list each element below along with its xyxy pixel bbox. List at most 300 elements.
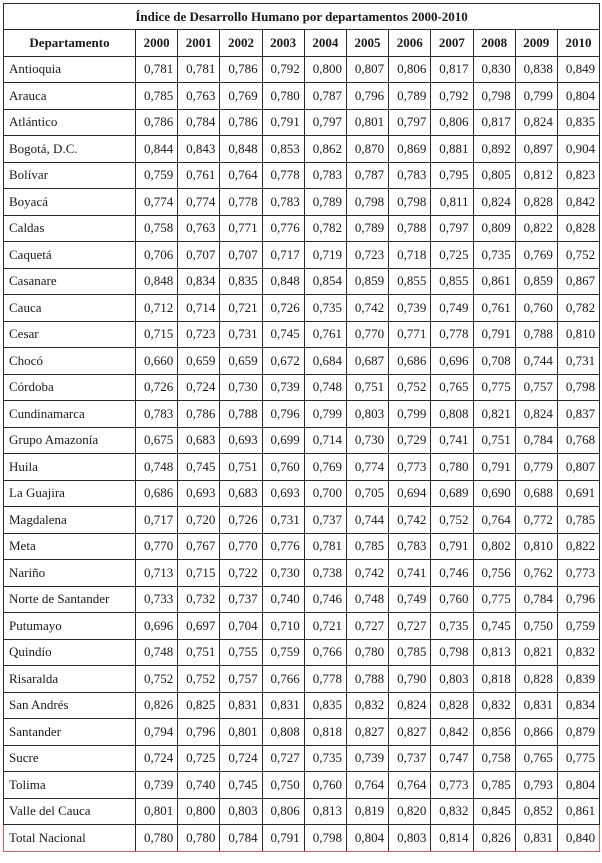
idh-value-cell: 0,761	[304, 321, 346, 348]
idh-value-cell: 0,791	[473, 454, 515, 481]
idh-value-cell: 0,700	[304, 480, 346, 507]
idh-value-cell: 0,723	[346, 242, 388, 269]
table-row	[4, 480, 600, 507]
idh-value-cell: 0,719	[304, 242, 346, 269]
idh-value-cell: 0,892	[473, 136, 515, 163]
table-row	[4, 719, 600, 746]
idh-value-cell: 0,764	[220, 162, 262, 189]
idh-value-cell: 0,856	[473, 719, 515, 746]
idh-value-cell: 0,735	[473, 242, 515, 269]
idh-value-cell: 0,862	[304, 136, 346, 163]
idh-value-cell: 0,727	[262, 745, 304, 772]
department-name: Boyacá	[4, 189, 136, 216]
idh-value-cell: 0,739	[346, 745, 388, 772]
idh-value-cell: 0,799	[304, 401, 346, 428]
idh-value-cell: 0,904	[557, 136, 599, 163]
idh-value-cell: 0,843	[178, 136, 220, 163]
table-row	[4, 374, 600, 401]
idh-value-cell: 0,817	[473, 109, 515, 136]
idh-value-cell: 0,683	[220, 480, 262, 507]
idh-value-cell: 0,852	[515, 798, 557, 825]
idh-value-cell: 0,783	[389, 533, 431, 560]
idh-value-cell: 0,738	[304, 560, 346, 587]
idh-value-cell: 0,755	[220, 639, 262, 666]
table-row	[4, 613, 600, 640]
idh-value-cell: 0,757	[515, 374, 557, 401]
idh-value-cell: 0,725	[178, 745, 220, 772]
department-name: Huila	[4, 454, 136, 481]
idh-value-cell: 0,766	[304, 639, 346, 666]
idh-value-cell: 0,737	[220, 586, 262, 613]
idh-value-cell: 0,784	[515, 586, 557, 613]
idh-value-cell: 0,761	[473, 295, 515, 322]
table-row	[4, 401, 600, 428]
idh-value-cell: 0,683	[178, 427, 220, 454]
idh-value-cell: 0,795	[431, 162, 473, 189]
idh-value-cell: 0,835	[557, 109, 599, 136]
idh-value-cell: 0,810	[557, 321, 599, 348]
department-name: Putumayo	[4, 613, 136, 640]
department-name: Grupo Amazonía	[4, 427, 136, 454]
idh-value-cell: 0,827	[389, 719, 431, 746]
idh-value-cell: 0,761	[178, 162, 220, 189]
idh-value-cell: 0,768	[557, 427, 599, 454]
idh-value-cell: 0,773	[431, 772, 473, 799]
table-body	[4, 56, 600, 851]
idh-value-cell: 0,792	[262, 56, 304, 83]
idh-value-cell: 0,822	[515, 215, 557, 242]
idh-value-cell: 0,849	[557, 56, 599, 83]
idh-value-cell: 0,786	[178, 401, 220, 428]
idh-value-cell: 0,732	[178, 586, 220, 613]
idh-value-cell: 0,792	[431, 83, 473, 110]
total-row	[4, 825, 600, 852]
idh-value-cell: 0,834	[557, 692, 599, 719]
idh-value-cell: 0,780	[178, 825, 220, 852]
idh-value-cell: 0,751	[220, 454, 262, 481]
idh-value-cell: 0,713	[136, 560, 178, 587]
idh-value-cell: 0,832	[557, 639, 599, 666]
idh-value-cell: 0,778	[431, 321, 473, 348]
table-row	[4, 162, 600, 189]
idh-value-cell: 0,775	[557, 745, 599, 772]
idh-value-cell: 0,783	[304, 162, 346, 189]
idh-value-cell: 0,835	[304, 692, 346, 719]
column-header-year: 2002	[220, 30, 262, 57]
idh-value-cell: 0,788	[220, 401, 262, 428]
table-row	[4, 639, 600, 666]
idh-value-cell: 0,869	[389, 136, 431, 163]
department-name: Chocó	[4, 348, 136, 375]
idh-value-cell: 0,749	[389, 586, 431, 613]
idh-value-cell: 0,724	[178, 374, 220, 401]
idh-value-cell: 0,807	[346, 56, 388, 83]
header-row	[4, 30, 600, 57]
idh-value-cell: 0,821	[515, 639, 557, 666]
department-name: San Andrés	[4, 692, 136, 719]
idh-value-cell: 0,828	[515, 666, 557, 693]
idh-value-cell: 0,750	[262, 772, 304, 799]
idh-value-cell: 0,766	[262, 666, 304, 693]
idh-value-cell: 0,689	[431, 480, 473, 507]
idh-value-cell: 0,742	[389, 507, 431, 534]
idh-value-cell: 0,730	[220, 374, 262, 401]
idh-value-cell: 0,803	[346, 401, 388, 428]
column-header-year: 2010	[557, 30, 599, 57]
idh-value-cell: 0,809	[473, 215, 515, 242]
table-row	[4, 692, 600, 719]
idh-value-cell: 0,764	[389, 772, 431, 799]
idh-value-cell: 0,760	[431, 586, 473, 613]
idh-value-cell: 0,745	[220, 772, 262, 799]
idh-value-cell: 0,752	[136, 666, 178, 693]
idh-value-cell: 0,839	[557, 666, 599, 693]
idh-value-cell: 0,845	[473, 798, 515, 825]
department-name: Antioquia	[4, 56, 136, 83]
table-row	[4, 295, 600, 322]
idh-value-cell: 0,748	[136, 639, 178, 666]
idh-value-cell: 0,828	[431, 692, 473, 719]
idh-value-cell: 0,801	[346, 109, 388, 136]
idh-value-cell: 0,806	[431, 109, 473, 136]
idh-value-cell: 0,741	[431, 427, 473, 454]
department-name: Tolima	[4, 772, 136, 799]
idh-value-cell: 0,842	[431, 719, 473, 746]
idh-value-cell: 0,793	[515, 772, 557, 799]
idh-value-cell: 0,710	[262, 613, 304, 640]
idh-value-cell: 0,764	[346, 772, 388, 799]
idh-value-cell: 0,786	[220, 56, 262, 83]
idh-value-cell: 0,859	[515, 268, 557, 295]
idh-value-cell: 0,787	[304, 83, 346, 110]
idh-value-cell: 0,791	[262, 825, 304, 852]
idh-table	[3, 3, 600, 852]
column-header-year: 2004	[304, 30, 346, 57]
idh-value-cell: 0,688	[515, 480, 557, 507]
idh-value-cell: 0,659	[178, 348, 220, 375]
column-header-year: 2001	[178, 30, 220, 57]
idh-value-cell: 0,832	[346, 692, 388, 719]
idh-value-cell: 0,832	[473, 692, 515, 719]
idh-value-cell: 0,798	[304, 825, 346, 852]
idh-value-cell: 0,831	[220, 692, 262, 719]
idh-value-cell: 0,861	[557, 798, 599, 825]
idh-value-cell: 0,731	[220, 321, 262, 348]
idh-value-cell: 0,731	[262, 507, 304, 534]
idh-value-cell: 0,760	[515, 295, 557, 322]
idh-value-cell: 0,824	[389, 692, 431, 719]
idh-value-cell: 0,804	[557, 772, 599, 799]
idh-value-cell: 0,708	[473, 348, 515, 375]
idh-value-cell: 0,781	[304, 533, 346, 560]
idh-value-cell: 0,745	[473, 613, 515, 640]
idh-value-cell: 0,818	[304, 719, 346, 746]
idh-value-cell: 0,684	[304, 348, 346, 375]
idh-value-cell: 0,822	[557, 533, 599, 560]
column-header-departamento: Departamento	[4, 30, 136, 57]
idh-value-cell: 0,752	[557, 242, 599, 269]
idh-value-cell: 0,808	[262, 719, 304, 746]
idh-value-cell: 0,805	[473, 162, 515, 189]
idh-value-cell: 0,789	[304, 189, 346, 216]
idh-value-cell: 0,778	[262, 162, 304, 189]
idh-value-cell: 0,788	[346, 666, 388, 693]
department-name: Córdoba	[4, 374, 136, 401]
department-name: Meta	[4, 533, 136, 560]
column-header-year: 2009	[515, 30, 557, 57]
idh-value-cell: 0,659	[220, 348, 262, 375]
idh-value-cell: 0,690	[473, 480, 515, 507]
idh-value-cell: 0,823	[557, 162, 599, 189]
department-name: Sucre	[4, 745, 136, 772]
idh-value-cell: 0,784	[220, 825, 262, 852]
idh-value-cell: 0,808	[431, 401, 473, 428]
idh-value-cell: 0,784	[515, 427, 557, 454]
idh-value-cell: 0,769	[304, 454, 346, 481]
idh-value-cell: 0,731	[557, 348, 599, 375]
idh-value-cell: 0,806	[389, 56, 431, 83]
department-name: Norte de Santander	[4, 586, 136, 613]
idh-value-cell: 0,818	[473, 666, 515, 693]
idh-value-cell: 0,770	[220, 533, 262, 560]
department-name: Valle del Cauca	[4, 798, 136, 825]
idh-value-cell: 0,718	[389, 242, 431, 269]
idh-value-cell: 0,848	[262, 268, 304, 295]
idh-value-cell: 0,831	[515, 825, 557, 852]
idh-value-cell: 0,721	[304, 613, 346, 640]
idh-value-cell: 0,798	[473, 83, 515, 110]
idh-value-cell: 0,844	[136, 136, 178, 163]
table-row	[4, 586, 600, 613]
idh-value-cell: 0,752	[431, 507, 473, 534]
idh-value-cell: 0,672	[262, 348, 304, 375]
idh-value-cell: 0,737	[389, 745, 431, 772]
idh-value-cell: 0,785	[136, 83, 178, 110]
idh-value-cell: 0,696	[431, 348, 473, 375]
idh-value-cell: 0,830	[473, 56, 515, 83]
idh-value-cell: 0,790	[389, 666, 431, 693]
idh-value-cell: 0,727	[346, 613, 388, 640]
idh-value-cell: 0,750	[515, 613, 557, 640]
column-header-year: 2006	[389, 30, 431, 57]
idh-value-cell: 0,789	[346, 215, 388, 242]
idh-value-cell: 0,806	[262, 798, 304, 825]
department-name: Magdalena	[4, 507, 136, 534]
idh-value-cell: 0,800	[304, 56, 346, 83]
idh-value-cell: 0,840	[557, 825, 599, 852]
department-name: Nariño	[4, 560, 136, 587]
idh-value-cell: 0,791	[431, 533, 473, 560]
idh-value-cell: 0,741	[389, 560, 431, 587]
idh-value-cell: 0,726	[136, 374, 178, 401]
idh-value-cell: 0,779	[515, 454, 557, 481]
idh-value-cell: 0,775	[473, 374, 515, 401]
idh-value-cell: 0,819	[346, 798, 388, 825]
idh-value-cell: 0,807	[557, 454, 599, 481]
idh-value-cell: 0,687	[346, 348, 388, 375]
idh-value-cell: 0,769	[220, 83, 262, 110]
idh-value-cell: 0,788	[389, 215, 431, 242]
idh-value-cell: 0,723	[178, 321, 220, 348]
idh-value-cell: 0,739	[136, 772, 178, 799]
department-name: Arauca	[4, 83, 136, 110]
idh-value-cell: 0,826	[473, 825, 515, 852]
idh-value-cell: 0,785	[557, 507, 599, 534]
idh-value-cell: 0,881	[431, 136, 473, 163]
idh-value-cell: 0,773	[557, 560, 599, 587]
idh-value-cell: 0,744	[346, 507, 388, 534]
idh-value-cell: 0,778	[304, 666, 346, 693]
idh-value-cell: 0,821	[473, 401, 515, 428]
idh-value-cell: 0,813	[473, 639, 515, 666]
idh-value-cell: 0,712	[136, 295, 178, 322]
idh-value-cell: 0,798	[557, 374, 599, 401]
table-row	[4, 136, 600, 163]
idh-value-cell: 0,771	[389, 321, 431, 348]
idh-value-cell: 0,801	[136, 798, 178, 825]
idh-value-cell: 0,798	[346, 189, 388, 216]
idh-value-cell: 0,742	[346, 560, 388, 587]
idh-value-cell: 0,739	[262, 374, 304, 401]
table-row	[4, 560, 600, 587]
idh-value-cell: 0,751	[473, 427, 515, 454]
idh-value-cell: 0,820	[389, 798, 431, 825]
idh-value-cell: 0,748	[136, 454, 178, 481]
table-row	[4, 348, 600, 375]
department-name: Casanare	[4, 268, 136, 295]
idh-value-cell: 0,721	[220, 295, 262, 322]
idh-value-cell: 0,752	[178, 666, 220, 693]
column-header-year: 2000	[136, 30, 178, 57]
idh-value-cell: 0,854	[304, 268, 346, 295]
idh-value-cell: 0,772	[515, 507, 557, 534]
department-name: Santander	[4, 719, 136, 746]
column-header-year: 2007	[431, 30, 473, 57]
department-name: Risaralda	[4, 666, 136, 693]
idh-value-cell: 0,817	[431, 56, 473, 83]
idh-value-cell: 0,720	[178, 507, 220, 534]
idh-value-cell: 0,767	[178, 533, 220, 560]
idh-value-cell: 0,760	[304, 772, 346, 799]
idh-value-cell: 0,746	[304, 586, 346, 613]
table-row	[4, 798, 600, 825]
idh-value-cell: 0,796	[262, 401, 304, 428]
idh-value-cell: 0,693	[220, 427, 262, 454]
idh-value-cell: 0,897	[515, 136, 557, 163]
idh-value-cell: 0,796	[557, 586, 599, 613]
table-row	[4, 56, 600, 83]
idh-value-cell: 0,791	[262, 109, 304, 136]
idh-value-cell: 0,791	[473, 321, 515, 348]
idh-value-cell: 0,855	[431, 268, 473, 295]
idh-value-cell: 0,828	[557, 215, 599, 242]
idh-value-cell: 0,838	[515, 56, 557, 83]
idh-value-cell: 0,867	[557, 268, 599, 295]
idh-value-cell: 0,824	[515, 401, 557, 428]
idh-value-cell: 0,727	[389, 613, 431, 640]
table-row	[4, 507, 600, 534]
department-name: Cundinamarca	[4, 401, 136, 428]
idh-value-cell: 0,781	[178, 56, 220, 83]
idh-value-cell: 0,783	[136, 401, 178, 428]
idh-value-cell: 0,810	[515, 533, 557, 560]
idh-value-cell: 0,780	[346, 639, 388, 666]
idh-value-cell: 0,724	[136, 745, 178, 772]
idh-value-cell: 0,722	[220, 560, 262, 587]
idh-value-cell: 0,828	[515, 189, 557, 216]
department-name: Atlántico	[4, 109, 136, 136]
idh-value-cell: 0,759	[557, 613, 599, 640]
table-row	[4, 268, 600, 295]
idh-value-cell: 0,835	[220, 268, 262, 295]
table-row	[4, 109, 600, 136]
idh-value-cell: 0,796	[178, 719, 220, 746]
idh-value-cell: 0,733	[136, 586, 178, 613]
idh-value-cell: 0,724	[220, 745, 262, 772]
idh-value-cell: 0,832	[431, 798, 473, 825]
idh-value-cell: 0,699	[262, 427, 304, 454]
idh-value-cell: 0,879	[557, 719, 599, 746]
idh-value-cell: 0,697	[178, 613, 220, 640]
idh-value-cell: 0,715	[178, 560, 220, 587]
department-name: La Guajira	[4, 480, 136, 507]
idh-value-cell: 0,707	[220, 242, 262, 269]
table-row	[4, 666, 600, 693]
idh-value-cell: 0,770	[136, 533, 178, 560]
idh-value-cell: 0,763	[178, 83, 220, 110]
idh-value-cell: 0,866	[515, 719, 557, 746]
idh-value-cell: 0,783	[389, 162, 431, 189]
idh-value-cell: 0,660	[136, 348, 178, 375]
idh-value-cell: 0,801	[220, 719, 262, 746]
idh-value-cell: 0,775	[473, 586, 515, 613]
idh-value-cell: 0,693	[178, 480, 220, 507]
idh-value-cell: 0,764	[473, 507, 515, 534]
idh-value-cell: 0,773	[389, 454, 431, 481]
idh-value-cell: 0,726	[220, 507, 262, 534]
idh-value-cell: 0,762	[515, 560, 557, 587]
idh-value-cell: 0,771	[220, 215, 262, 242]
idh-value-cell: 0,800	[178, 798, 220, 825]
idh-value-cell: 0,776	[262, 533, 304, 560]
idh-value-cell: 0,765	[431, 374, 473, 401]
idh-value-cell: 0,778	[220, 189, 262, 216]
idh-value-cell: 0,746	[431, 560, 473, 587]
table-row	[4, 215, 600, 242]
idh-value-cell: 0,769	[515, 242, 557, 269]
idh-value-cell: 0,798	[431, 639, 473, 666]
idh-value-cell: 0,748	[304, 374, 346, 401]
idh-value-cell: 0,758	[136, 215, 178, 242]
idh-value-cell: 0,787	[346, 162, 388, 189]
department-name: Bolívar	[4, 162, 136, 189]
column-header-year: 2005	[346, 30, 388, 57]
idh-value-cell: 0,799	[515, 83, 557, 110]
idh-value-cell: 0,693	[262, 480, 304, 507]
idh-value-cell: 0,797	[431, 215, 473, 242]
idh-value-cell: 0,831	[515, 692, 557, 719]
idh-value-cell: 0,686	[389, 348, 431, 375]
idh-value-cell: 0,694	[389, 480, 431, 507]
idh-value-cell: 0,759	[136, 162, 178, 189]
idh-value-cell: 0,789	[389, 83, 431, 110]
idh-value-cell: 0,705	[346, 480, 388, 507]
idh-value-cell: 0,811	[431, 189, 473, 216]
idh-value-cell: 0,814	[431, 825, 473, 852]
idh-value-cell: 0,781	[136, 56, 178, 83]
idh-value-cell: 0,804	[557, 83, 599, 110]
idh-value-cell: 0,842	[557, 189, 599, 216]
